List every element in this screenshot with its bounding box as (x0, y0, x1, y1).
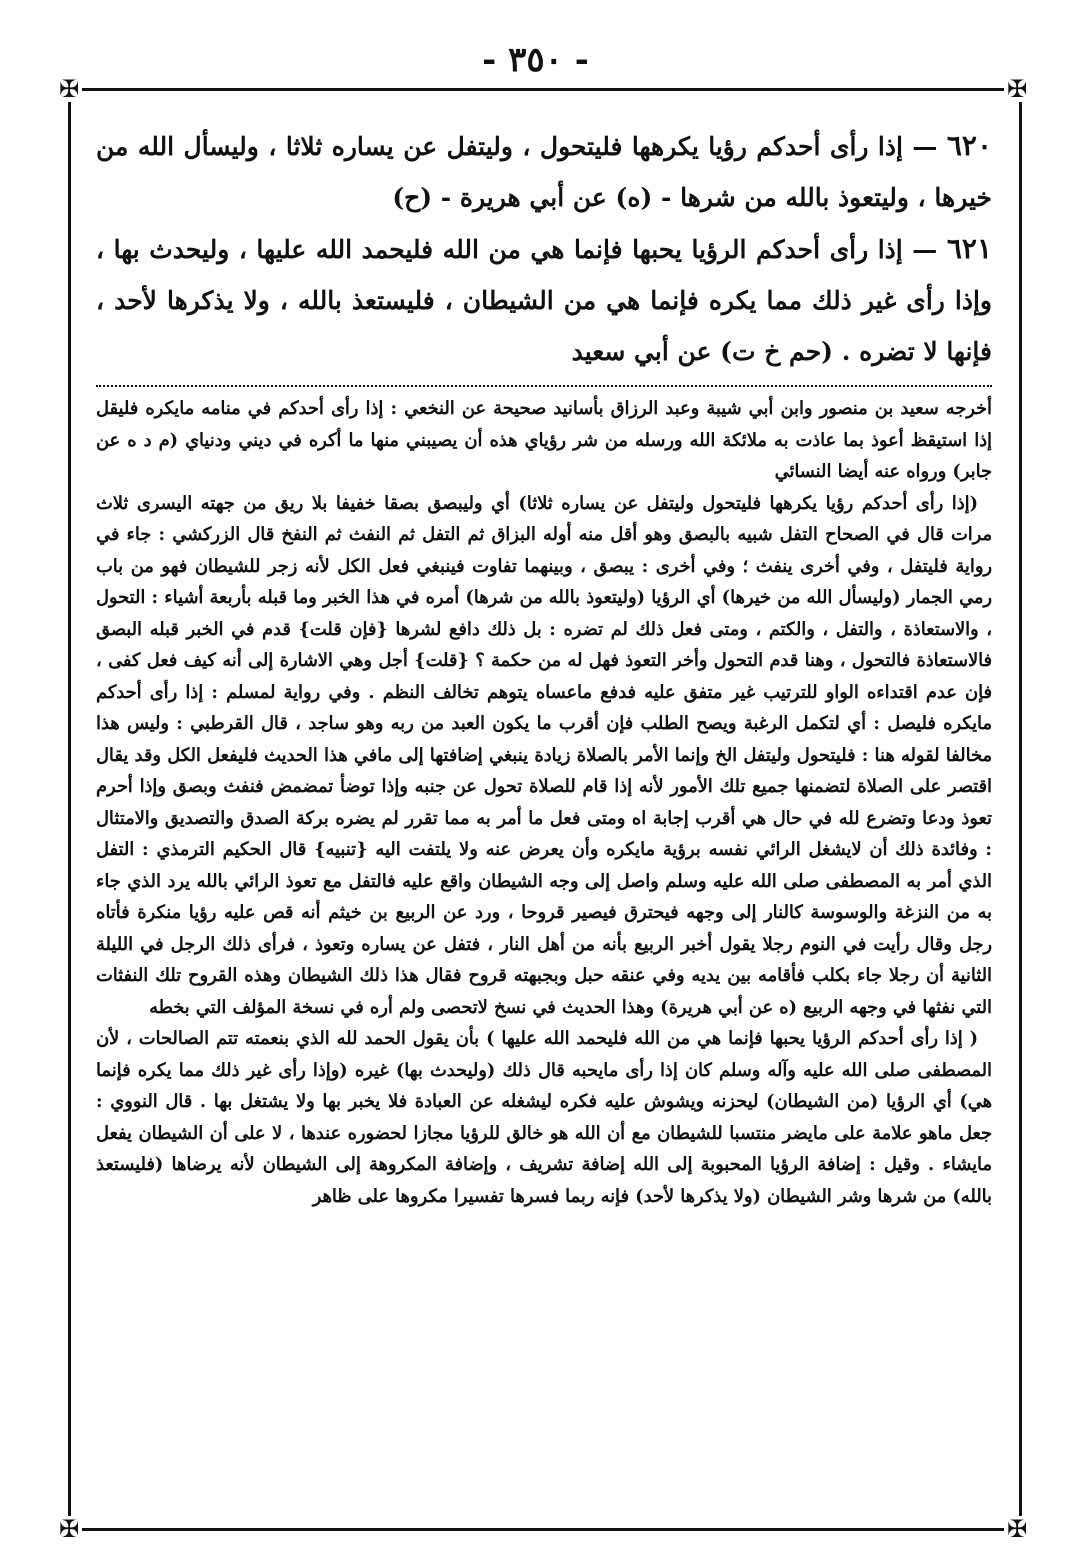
frame-bottom-border (58, 1528, 1026, 1531)
hadith-620: ٦٢٠ — إذا رأى أحدكم رؤيا يكرهها فليتحول ، وليتفل عن يساره ثلاثا ، وليسأل الله من خيرها ، وليتعوذ بالله من شرها - (ه) عن أبي هريرة - (ح) (96, 129, 992, 212)
hadith-text: إذا رأى أحدكم رؤيا يكرهها فليتحول ، وليتفل عن يساره ثلاثا ، وليسأل الله من خيرها ، وليتعوذ بالله من شرها (96, 132, 992, 212)
hadith-source: (ه) عن أبي هريرة - (ح) (392, 183, 653, 212)
corner-ornament-icon: ✠ (1004, 1516, 1030, 1542)
dotted-separator (96, 385, 992, 387)
commentary (96, 393, 992, 1212)
hadith-source: (حم خ ت) عن أبي سعيد (571, 337, 833, 366)
hadith-621: ٦٢١ — إذا رأى أحدكم الرؤيا يحبها فإنما هي من الله فليحمد الله عليها ، وليحدث بها ، وإذا رأى غير ذلك مما يكره فإنما هي من الشيطان ، فليستعذ بالله ، ولا يذكرها لأحد ، فإنها لا تضره . (حم خ ت) عن أبي سعيد (96, 232, 992, 366)
commentary-paragraph: أخرجه سعيد بن منصور وابن أبي شيبة وعبد الرزاق بأسانيد صحيحة عن النخعي : إذا رأى أحدكم في منامه مايكره فليقل إذا استيقظ أعوذ بما عاذت به ملائكة الله ورسله من شر رؤياي هذه أن يصيبني منها ما أكره في ديني ودنياي (م د ه عن جابر) ورواه عنه أيضا النسائي (96, 398, 992, 482)
hadith-number: ٦٢١ (946, 232, 992, 265)
corner-ornament-icon: ✠ (56, 76, 82, 102)
hadith-text: إذا رأى أحدكم الرؤيا يحبها فإنما هي من الله فليحمد الله عليها ، وليحدث بها ، وإذا رأى غير ذلك مما يكره فإنما هي من الشيطان ، فليستعذ بالله ، ولا يذكرها لأحد ، فإنها لا تضره (96, 235, 992, 366)
page-number: - ٣٥٠ - (482, 40, 589, 80)
corner-ornament-icon: ✠ (56, 1516, 82, 1542)
commentary-paragraph: ( إذا رأى أحدكم الرؤيا يحبها فإنما هي من الله فليحمد الله عليها ) بأن يقول الحمد لله الذي بنعمته تتم الصالحات ، لأن المصطفى صلى الله عليه وآله وسلم كان إذا رأى مايحبه قال ذلك (وليحدث بها) غيره (وإذا رأى غير ذلك مما يكره فإنما هي) أي الرؤيا (من الشيطان) ليحزنه ويشوش عليه فكره ليشغله عن العبادة فلا يخبر بها ولا يشتغل بها . قال النووي : جعل ماهو علامة على مايضر منتسبا للشيطان مع أن الله هو خالق للرؤيا مجازا لحضوره عندها ، لا على أن الشيطان يفعل مايشاء . وقيل : إضافة الرؤيا المحبوبة إلى الله إضافة تشريف ، وإضافة المكروهة إلى الشيطان لأنه يرضاها (فليستعذ بالله) من شرها وشر الشيطان (ولا يذكرها لأحد) فإنه ربما فسرها تفسيرا مكروها على ظاهر (96, 1028, 992, 1207)
page-content (96, 120, 992, 1212)
hadith-number: ٦٢٠ (946, 129, 992, 162)
corner-ornament-icon: ✠ (1004, 76, 1030, 102)
commentary-paragraph: (إذا رأى أحدكم رؤيا يكرهها فليتحول وليتفل عن يساره ثلاثا) أي وليبصق بصقا خفيفا بلا ريق من جهته اليسرى ثلاث مرات قال في الصحاح التفل شبيه بالبصق وهو أقل منه أوله البزاق ثم التفل ثم النفث ثم النفخ قال الزركشي : جاء في رواية فليتفل ، وفي أخرى ينفث ؛ وفي أخرى : يبصق ، وبينهما تفاوت فينبغي فعل الكل لأنه زجر للشيطان فهو من باب رمي الجمار (وليسأل الله من خيرها) أي الرؤيا (وليتعوذ بالله من شرها) أمره في هذا الخبر وما قبله بأربعة أشياء : التحول ، والاستعاذة ، والتفل ، والكتم ، ومتى فعل ذلك لم تضره : بل ذلك دافع لشرها {فإن قلت} قدم في الخبر قبله البصق فالاستعاذة فالتحول ، وهنا قدم التحول وأخر التعوذ فهل له من حكمة ؟ {قلت} أجل وهي الاشارة إلى أنه كيف فعل كفى ، فإن عدم اقتداءه الواو للترتيب غير متفق عليه فدفع ماعساه يتوهم تخالف النظم . وفي رواية لمسلم : إذا رأى أحدكم مايكره فليصل : أي لتكمل الرغبة ويصح الطلب فإن أقرب ما يكون العبد من ربه وهو ساجد ، قال القرطبي : وليس هذا مخالفا لقوله هنا : فليتحول وليتفل الخ وإنما الأمر بالصلاة زيادة ينبغي إضافتها إلى مافي هذا الحديث فليفعل الكل وقد يقال اقتصر على الصلاة لتضمنها جميع تلك الأمور لأنه إذا قام للصلاة تحول عن جنبه وإذا توضأ تمضمض فنفث وبصق وإذا أحرم تعوذ ودعا وتضرع لله في حال هي أقرب إجابة اه ومتى فعل ما أمر به مما تقرر لم يضره بركة الصدق والتصديق والامتثال : وفائدة ذلك أن لايشغل الرائي نفسه برؤية مايكره وأن يعرض عنه ولا يلتفت اليه {تنبيه} قال الحكيم الترمذي : التفل الذي أمر به المصطفى صلى الله عليه وسلم واصل إلى وجه الشيطان واقع عليه فالتفل مع تعوذ الرائي بالله يرد الذي جاء به من النزغة والوسوسة كالنار إلى وجهه فيحترق فيصير قروحا ، ورد عن الربيع بن خيثم أنه قص عليه رؤيا منكرة فأتاه رجل وقال رأيت في النوم رجلا يقول أخبر الربيع بأنه من أهل النار ، فتفل عن يساره وتعوذ ، فرأى ذلك الرجل في الليلة الثانية أن رجلا جاء بكلب فأقامه بين يديه وفي عنقه حبل وبجبهته قروح فقال هذا ذلك الشيطان وهذه القروح تلك النفثات التي نفثها في وجهه الربيع (ه عن أبي هريرة) وهذا الحديث في نسخ لاتحصى ولم أره في نسخة المؤلف التي بخطه (96, 492, 992, 1018)
